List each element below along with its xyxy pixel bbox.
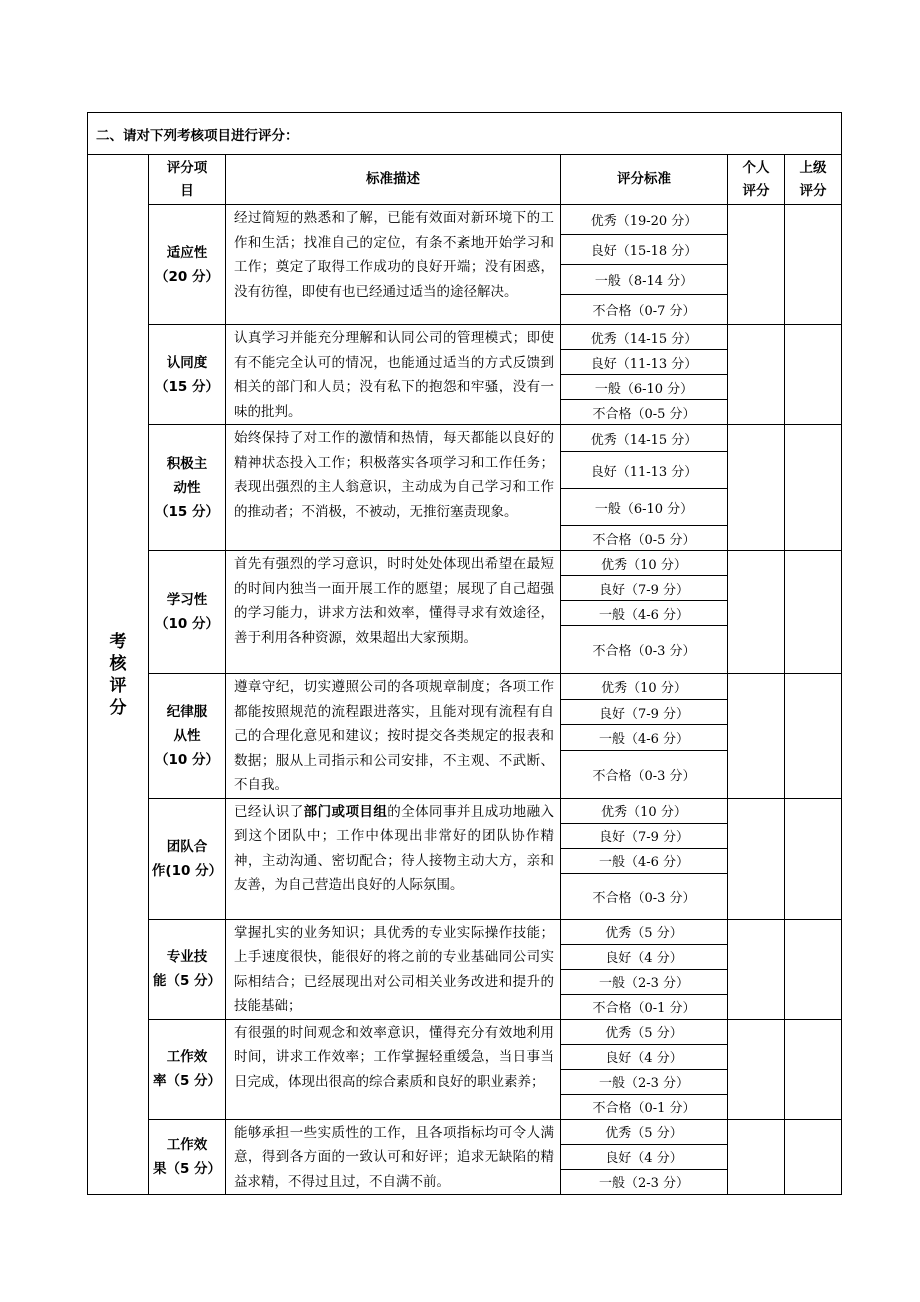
header-item: 评分项 目 (149, 155, 226, 205)
criteria-fail: 不合格（0-3 分） (561, 751, 728, 798)
superior-score-cell[interactable] (785, 551, 842, 674)
side-label-kaohe-pingfen: 考 核 评 分 (88, 155, 149, 1195)
item-name-effectiveness: 工作效 果（5 分） (149, 1119, 226, 1195)
criteria-average: 一般（6-10 分） (561, 489, 728, 526)
criteria-fail: 不合格（0-3 分） (561, 873, 728, 919)
criteria-excellent: 优秀（14-15 分） (561, 425, 728, 452)
item-name-identification: 认同度 （15 分） (149, 325, 226, 425)
header-superior-score: 上级 评分 (785, 155, 842, 205)
superior-score-cell[interactable] (785, 919, 842, 1019)
item-desc-efficiency: 有很强的时间观念和效率意识，懂得充分有效地利用时间，讲求工作效率；工作掌握轻重缓急，当日事当日完成，体现出很高的综合素质和良好的职业素养； (226, 1019, 561, 1119)
self-score-cell[interactable] (728, 674, 785, 799)
item-name-professional-skill: 专业技 能（5 分） (149, 919, 226, 1019)
item-name-teamwork: 团队合 作(10 分） (149, 798, 226, 919)
header-desc: 标准描述 (226, 155, 561, 205)
self-score-cell[interactable] (728, 1019, 785, 1119)
item-name-adaptability: 适应性 （20 分） (149, 205, 226, 325)
item-desc-identification: 认真学习并能充分理解和认同公司的管理模式；即使有不能完全认可的情况，也能通过适当的方式反馈到相关的部门和人员；没有私下的抱怨和牢骚，没有一味的批判。 (226, 325, 561, 425)
item-name-initiative: 积极主 动性 （15 分） (149, 425, 226, 551)
criteria-excellent: 优秀（14-15 分） (561, 325, 728, 350)
superior-score-cell[interactable] (785, 674, 842, 799)
criteria-excellent: 优秀（10 分） (561, 674, 728, 700)
criteria-excellent: 优秀（19-20 分） (561, 205, 728, 235)
criteria-average: 一般（8-14 分） (561, 265, 728, 295)
item-desc-teamwork: 已经认识了部门或项目组的全体同事并且成功地融入到这个团队中；工作中体现出非常好的团队协作精神，主动沟通、密切配合；待人接物主动大方，亲和友善，为自己营造出良好的人际氛围。 (226, 798, 561, 919)
section-title: 二、请对下列考核项目进行评分： (88, 113, 842, 155)
criteria-good: 良好（7-9 分） (561, 576, 728, 601)
criteria-good: 良好（15-18 分） (561, 235, 728, 265)
criteria-fail: 不合格（0-3 分） (561, 626, 728, 674)
criteria-excellent: 优秀（5 分） (561, 919, 728, 944)
item-name-discipline: 纪律服 从性 （10 分） (149, 674, 226, 799)
criteria-good: 良好（4 分） (561, 1144, 728, 1169)
self-score-cell[interactable] (728, 1119, 785, 1195)
header-self-score: 个人 评分 (728, 155, 785, 205)
self-score-cell[interactable] (728, 551, 785, 674)
self-score-cell[interactable] (728, 919, 785, 1019)
criteria-average: 一般（2-3 分） (561, 969, 728, 994)
criteria-average: 一般（2-3 分） (561, 1169, 728, 1194)
criteria-average: 一般（4-6 分） (561, 601, 728, 626)
item-name-efficiency: 工作效 率（5 分） (149, 1019, 226, 1119)
criteria-average: 一般（2-3 分） (561, 1069, 728, 1094)
superior-score-cell[interactable] (785, 798, 842, 919)
evaluation-form (87, 112, 841, 1195)
criteria-fail: 不合格（0-5 分） (561, 400, 728, 425)
criteria-fail: 不合格（0-5 分） (561, 526, 728, 551)
criteria-good: 良好（11-13 分） (561, 452, 728, 489)
item-desc-effectiveness: 能够承担一些实质性的工作，且各项指标均可令人满意，得到各方面的一致认可和好评；追求无缺陷的精益求精，不得过且过，不自满不前。 (226, 1119, 561, 1195)
item-desc-professional-skill: 掌握扎实的业务知识；具优秀的专业实际操作技能；上手速度很快，能很好的将之前的专业基础同公司实际相结合；已经展现出对公司相关业务改进和提升的技能基础； (226, 919, 561, 1019)
criteria-average: 一般（6-10 分） (561, 375, 728, 400)
self-score-cell[interactable] (728, 325, 785, 425)
criteria-excellent: 优秀（10 分） (561, 551, 728, 576)
criteria-good: 良好（7-9 分） (561, 823, 728, 848)
evaluation-table (87, 112, 842, 1195)
superior-score-cell[interactable] (785, 425, 842, 551)
header-criteria: 评分标准 (561, 155, 728, 205)
criteria-excellent: 优秀（5 分） (561, 1119, 728, 1144)
superior-score-cell[interactable] (785, 325, 842, 425)
criteria-excellent: 优秀（10 分） (561, 798, 728, 823)
item-desc-learning: 首先有强烈的学习意识，时时处处体现出希望在最短的时间内独当一面开展工作的愿望；展现了自己超强的学习能力，讲求方法和效率，懂得寻求有效途径，善于利用各种资源，效果超出大家预期。 (226, 551, 561, 674)
criteria-good: 良好（4 分） (561, 1044, 728, 1069)
self-score-cell[interactable] (728, 205, 785, 325)
superior-score-cell[interactable] (785, 1119, 842, 1195)
criteria-fail: 不合格（0-1 分） (561, 994, 728, 1019)
item-name-learning: 学习性 （10 分） (149, 551, 226, 674)
superior-score-cell[interactable] (785, 205, 842, 325)
criteria-average: 一般（4-6 分） (561, 848, 728, 873)
self-score-cell[interactable] (728, 798, 785, 919)
criteria-excellent: 优秀（5 分） (561, 1019, 728, 1044)
superior-score-cell[interactable] (785, 1019, 842, 1119)
criteria-good: 良好（7-9 分） (561, 699, 728, 725)
criteria-good: 良好（11-13 分） (561, 350, 728, 375)
criteria-fail: 不合格（0-1 分） (561, 1094, 728, 1119)
criteria-average: 一般（4-6 分） (561, 725, 728, 751)
item-desc-adaptability: 经过简短的熟悉和了解，已能有效面对新环境下的工作和生活；找准自己的定位，有条不紊地开始学习和工作；奠定了取得工作成功的良好开端；没有困惑，没有彷徨，即使有也已经通过适当的途径解决。 (226, 205, 561, 325)
item-desc-initiative: 始终保持了对工作的激情和热情，每天都能以良好的精神状态投入工作；积极落实各项学习和工作任务；表现出强烈的主人翁意识，主动成为自己学习和工作的推动者；不消极，不被动，无推衍塞责现象。 (226, 425, 561, 551)
item-desc-discipline: 遵章守纪，切实遵照公司的各项规章制度；各项工作都能按照规范的流程跟进落实，且能对现有流程有自己的合理化意见和建议；按时提交各类规定的报表和数据；服从上司指示和公司安排，不主观、不武断、不自我。 (226, 674, 561, 799)
criteria-fail: 不合格（0-7 分） (561, 295, 728, 325)
self-score-cell[interactable] (728, 425, 785, 551)
criteria-good: 良好（4 分） (561, 944, 728, 969)
